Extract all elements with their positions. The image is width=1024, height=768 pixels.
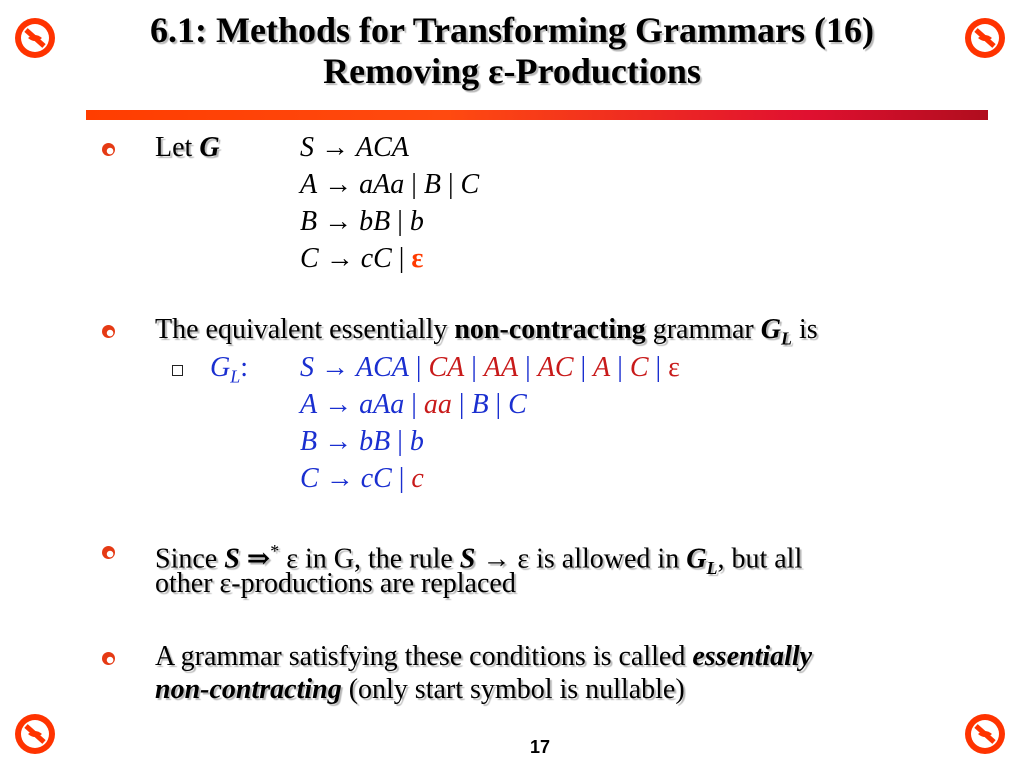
text: -productions are replaced (231, 568, 516, 599)
bar: | (398, 463, 405, 494)
new-alt: aa (423, 389, 452, 420)
bar: | (471, 352, 477, 383)
grammar-g: G (199, 132, 220, 163)
gl-production-a (300, 389, 527, 421)
text: A grammar satisfying these conditions is called (155, 641, 693, 672)
new-alt: c (411, 463, 424, 494)
new-alt: C (629, 352, 649, 383)
bar: | (495, 389, 502, 420)
logo-icon (963, 712, 1007, 756)
arrow: → (321, 352, 349, 383)
rule-b-alt: bB (359, 206, 391, 237)
gl-subscript: L (230, 366, 241, 387)
new-alt: A (593, 352, 611, 383)
text: (only start symbol is nullable) (341, 674, 685, 705)
bar: | (398, 243, 405, 274)
production-s (300, 132, 409, 164)
bar: | (397, 206, 403, 237)
bullet2-text (155, 314, 818, 355)
arrow: → (324, 426, 353, 457)
let-text: Let (155, 132, 200, 163)
nt-b: B (300, 206, 318, 237)
text: other (155, 568, 220, 599)
title-line2-post: -Productions (503, 51, 701, 91)
star: * (270, 541, 280, 561)
gl-label (210, 352, 248, 393)
logo-icon (13, 16, 57, 60)
text: , but all (717, 543, 803, 575)
nt-b: B (300, 426, 318, 457)
epsilon: ε (219, 568, 232, 599)
colon: : (240, 352, 249, 383)
title-line2-pre: Removing (323, 51, 489, 91)
new-alt: AA (483, 352, 519, 383)
logo-icon (963, 16, 1007, 60)
title-divider (86, 110, 988, 120)
rule-a-alt: B (423, 169, 441, 200)
text: grammar (645, 314, 761, 345)
alt: ACA (356, 352, 409, 383)
grammar-gl: G (686, 543, 707, 575)
title-epsilon: ε (488, 51, 504, 91)
bar: | (580, 352, 587, 383)
bar: | (525, 352, 531, 383)
non-contracting-bold: non-contracting (454, 314, 646, 345)
derives-arrow: ⇒ (246, 543, 271, 575)
nt-a: A (300, 389, 318, 420)
gl-production-b (300, 426, 424, 458)
new-alt: AC (537, 352, 574, 383)
rule-a-alt: C (460, 169, 480, 200)
rule-s-body: ACA (356, 132, 409, 163)
text: in G, the rule (298, 543, 460, 575)
term-non-contracting: non-contracting (155, 674, 342, 705)
production-a (300, 169, 479, 201)
epsilon: ε (286, 543, 299, 575)
nt-c: C (300, 243, 319, 274)
bullet3-line2 (155, 568, 516, 600)
bar: | (411, 169, 417, 200)
text: is (791, 314, 818, 345)
nt-s: S (300, 352, 314, 383)
production-b (300, 206, 424, 238)
bullet-icon (102, 325, 115, 338)
gl-production-s (300, 352, 680, 384)
production-c (300, 243, 423, 275)
epsilon-highlight: ε (411, 243, 424, 274)
bullet4-line1 (155, 641, 812, 673)
arrow: → (324, 169, 353, 200)
rule-a-alt: aAa (359, 169, 405, 200)
grammar-gl: G (760, 314, 781, 345)
alt: bB (359, 426, 391, 457)
bar: | (447, 169, 454, 200)
bullet-icon (102, 546, 115, 559)
gl-production-c (300, 463, 424, 495)
arrow: → (324, 389, 353, 420)
arrow: → (325, 463, 354, 494)
title-line1: 6.1: Methods for Transforming Grammars (16) (150, 10, 874, 50)
alt: b (409, 426, 424, 457)
subscript-l: L (780, 328, 792, 349)
bar: | (458, 389, 465, 420)
alt: cC (360, 463, 392, 494)
gl-g: G (210, 352, 231, 383)
bullet-icon (102, 143, 115, 156)
bar: | (411, 389, 417, 420)
nt-c: C (300, 463, 319, 494)
bar: | (617, 352, 623, 383)
text: The equivalent essentially (155, 314, 455, 345)
nt-a: A (300, 169, 318, 200)
arrow: → (482, 543, 511, 575)
nt-s: S (300, 132, 314, 163)
logo-icon (13, 712, 57, 756)
text: is allowed in (529, 543, 687, 575)
term-essentially: essentially (692, 641, 813, 672)
epsilon-alt: ε (668, 352, 680, 383)
alt: C (508, 389, 527, 420)
page-number: 17 (529, 737, 551, 757)
alt: aAa (359, 389, 405, 420)
bar: | (397, 426, 403, 457)
square-bullet-icon (172, 365, 183, 376)
new-alt: CA (428, 352, 465, 383)
arrow: → (325, 243, 354, 274)
slide-subtitle (100, 51, 924, 91)
subscript-l: L (706, 557, 718, 578)
nt-s: S (224, 543, 240, 575)
bullet1-label (155, 132, 220, 164)
bar: | (415, 352, 422, 383)
slide-title (100, 10, 924, 50)
rule-b-alt: b (409, 206, 424, 237)
text: Since (155, 543, 225, 575)
nt-s: S (459, 543, 476, 575)
alt: B (471, 389, 489, 420)
arrow: → (324, 206, 353, 237)
arrow: → (321, 132, 349, 163)
epsilon: ε (517, 543, 530, 575)
rule-c-alt: cC (360, 243, 392, 274)
bullet-icon (102, 652, 115, 665)
bullet4-line2 (155, 674, 685, 706)
bar: | (655, 352, 662, 383)
